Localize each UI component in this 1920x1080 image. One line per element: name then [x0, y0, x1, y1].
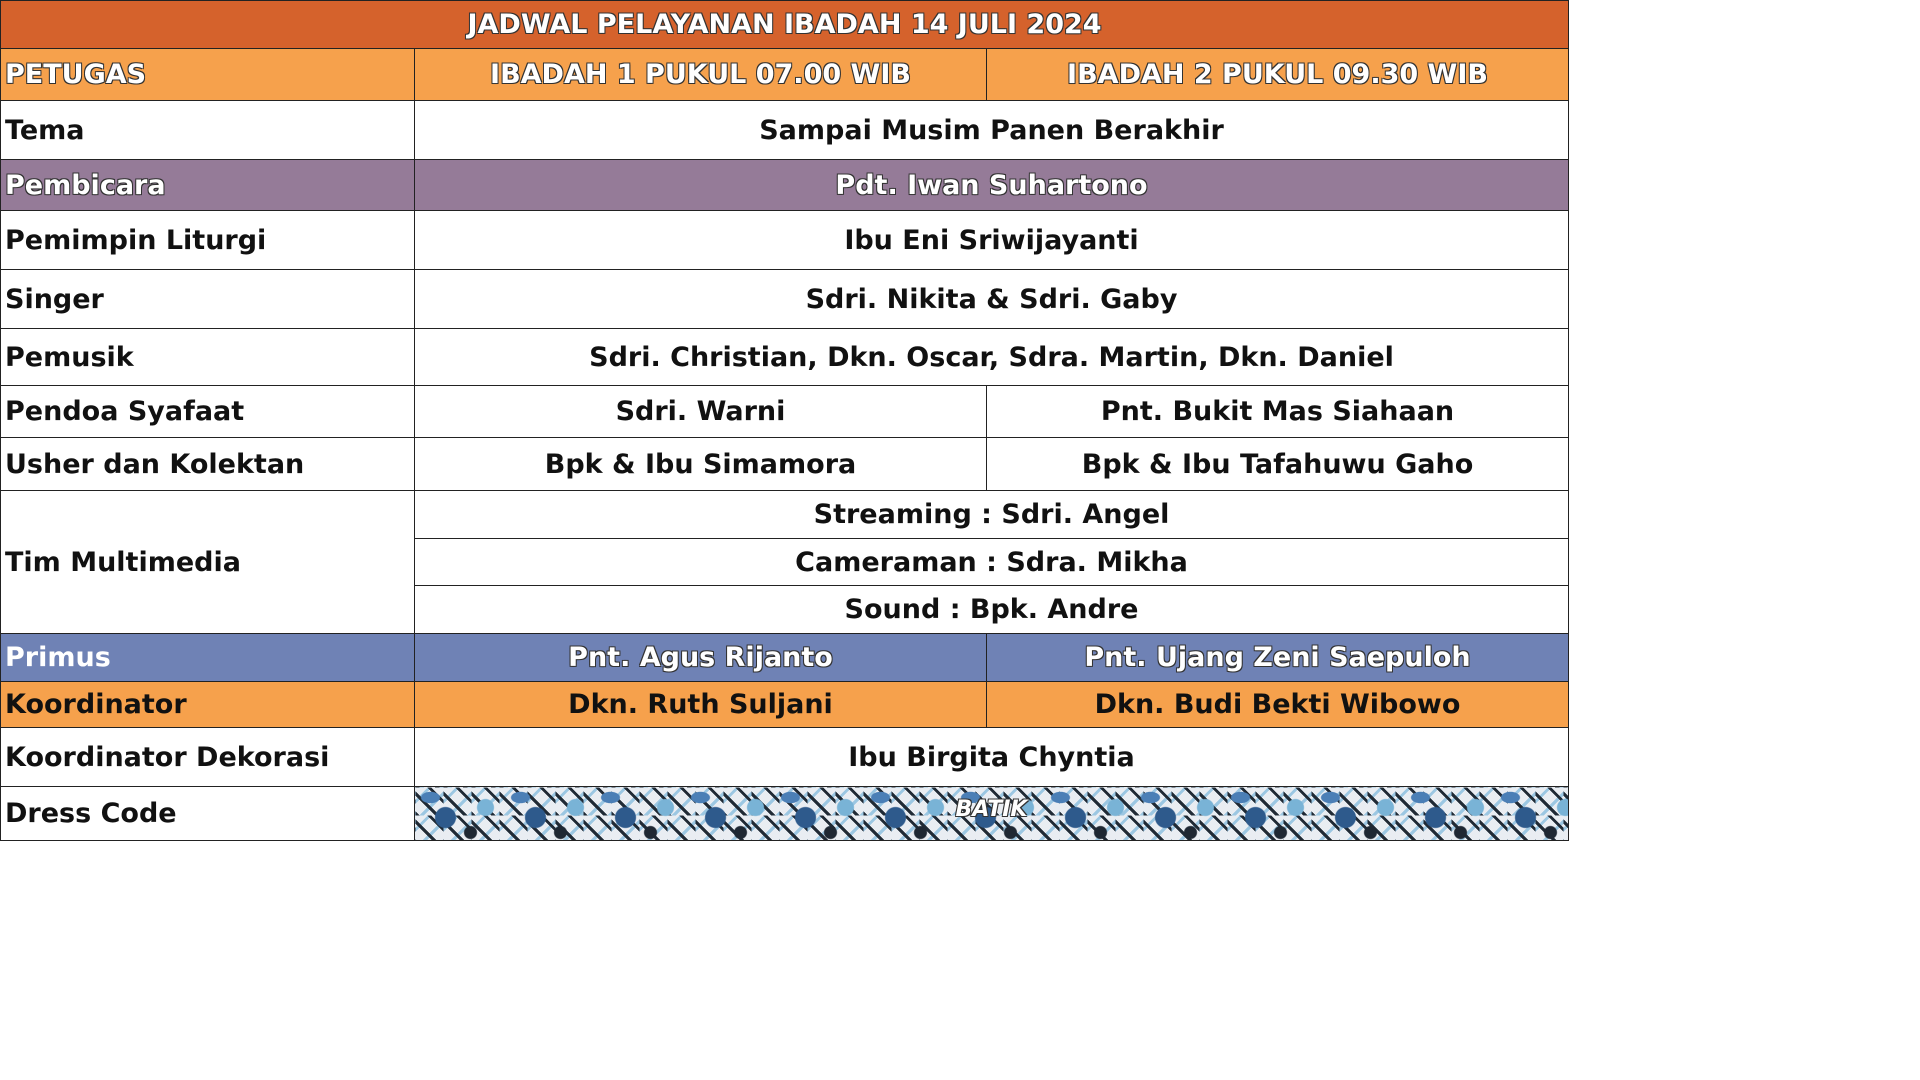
row-pembicara: [1, 160, 1569, 211]
row-pemusik: [1, 329, 1569, 386]
value-dress-code: BATIK: [955, 797, 1028, 822]
title-row: [1, 1, 1569, 49]
label-primus: Primus: [1, 634, 415, 682]
value-singer: Sdri. Nikita & Sdri. Gaby: [415, 270, 1569, 329]
label-singer: Singer: [1, 270, 415, 329]
value-primus-2: Pnt. Ujang Zeni Saepuloh: [987, 634, 1569, 682]
row-tema: [1, 101, 1569, 160]
schedule-title: JADWAL PELAYANAN IBADAH 14 JULI 2024: [1, 1, 1569, 49]
label-pemimpin-liturgi: Pemimpin Liturgi: [1, 211, 415, 270]
value-koordinator-1: Dkn. Ruth Suljani: [415, 682, 987, 728]
value-koordinator-2: Dkn. Budi Bekti Wibowo: [987, 682, 1569, 728]
label-usher: Usher dan Kolektan: [1, 438, 415, 491]
label-pembicara: Pembicara: [1, 160, 415, 211]
value-tema: Sampai Musim Panen Berakhir: [415, 101, 1569, 160]
value-pemusik: Sdri. Christian, Dkn. Oscar, Sdra. Martin, Dkn. Daniel: [415, 329, 1569, 386]
header-row: [1, 49, 1569, 101]
header-ibadah-2: IBADAH 2 PUKUL 09.30 WIB: [987, 49, 1569, 101]
row-singer: [1, 270, 1569, 329]
label-tema: Tema: [1, 101, 415, 160]
label-koordinator-dekorasi: Koordinator Dekorasi: [1, 728, 415, 787]
value-pendoa-syafaat-1: Sdri. Warni: [415, 386, 987, 438]
value-streaming: Streaming : Sdri. Angel: [415, 491, 1569, 539]
header-ibadah-1: IBADAH 1 PUKUL 07.00 WIB: [415, 49, 987, 101]
value-koordinator-dekorasi: Ibu Birgita Chyntia: [415, 728, 1569, 787]
value-pemimpin-liturgi: Ibu Eni Sriwijayanti: [415, 211, 1569, 270]
row-koordinator-dekorasi: [1, 728, 1569, 787]
batik-pattern-cell: [415, 787, 1569, 841]
row-pendoa-syafaat: [1, 386, 1569, 438]
value-sound: Sound : Bpk. Andre: [415, 586, 1569, 634]
value-usher-2: Bpk & Ibu Tafahuwu Gaho: [987, 438, 1569, 491]
row-primus: [1, 634, 1569, 682]
row-usher: [1, 438, 1569, 491]
row-koordinator: [1, 682, 1569, 728]
row-multimedia-streaming: [1, 491, 1569, 539]
label-pemusik: Pemusik: [1, 329, 415, 386]
value-primus-1: Pnt. Agus Rijanto: [415, 634, 987, 682]
value-pendoa-syafaat-2: Pnt. Bukit Mas Siahaan: [987, 386, 1569, 438]
label-dress-code: Dress Code: [1, 787, 415, 841]
row-pemimpin-liturgi: [1, 211, 1569, 270]
label-tim-multimedia: Tim Multimedia: [1, 491, 415, 634]
value-pembicara: Pdt. Iwan Suhartono: [415, 160, 1569, 211]
label-pendoa-syafaat: Pendoa Syafaat: [1, 386, 415, 438]
value-usher-1: Bpk & Ibu Simamora: [415, 438, 987, 491]
row-dress-code: [1, 787, 1569, 841]
label-koordinator: Koordinator: [1, 682, 415, 728]
header-petugas: PETUGAS: [1, 49, 415, 101]
value-cameraman: Cameraman : Sdra. Mikha: [415, 539, 1569, 586]
